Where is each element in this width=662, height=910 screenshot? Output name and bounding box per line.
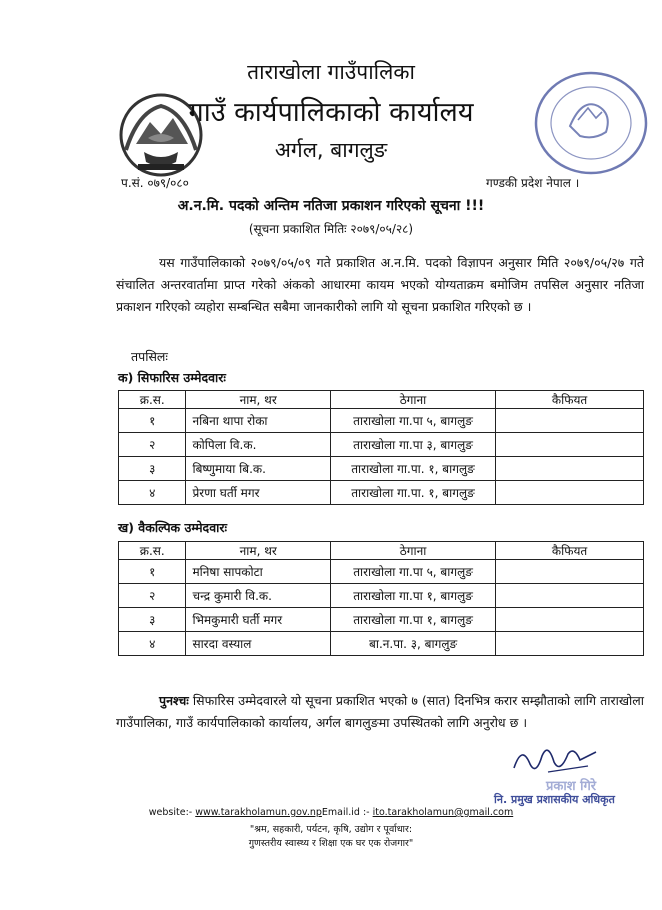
table-row <box>119 481 644 505</box>
row-remark <box>496 457 644 481</box>
office-address: अर्गल, बागलुङ <box>274 138 388 162</box>
row-remark <box>496 560 644 584</box>
header-remark: कैफियत <box>496 542 644 560</box>
row-address: ताराखोला गा.पा ३, बागलुङ <box>330 433 495 457</box>
row-remark <box>496 433 644 457</box>
office-name: गाउँ कार्यपालिकाको कार्यालय <box>188 97 474 128</box>
row-name: भिमकुमारी घर्ती मगर <box>186 608 331 632</box>
row-address: बा.न.पा. ३, बागलुङ <box>330 632 495 656</box>
slogan-line-2: गुणस्तरीय स्वास्थ्य र शिक्षा एक घर एक रोजगार" <box>248 838 414 849</box>
table-row <box>119 409 644 433</box>
email-label: Email.id :- <box>321 807 370 818</box>
table-row <box>119 632 644 656</box>
row-name: चन्द्र कुमारी वि.क. <box>186 584 331 608</box>
header-name: नाम, थर <box>186 542 331 560</box>
province-name: गण्डकी प्रदेश नेपाल । <box>486 176 580 190</box>
signatory-stamp: प्रकाश गिरे <box>546 779 597 794</box>
row-address: ताराखोला गा.पा. १, बागलुङ <box>330 457 495 481</box>
table-row <box>119 584 644 608</box>
header-sn: क्र.स. <box>119 542 186 560</box>
notice-body: यस गाउँपालिकाको २०७९/०५/०९ गते प्रकाशित अ.न.मि. पदको विज्ञापन अनुसार मिति २०७९/०५/२७ गते संचालित अन्तरवार्तामा प्राप्त गरेको अंकको आधारमा कायम भएको योग्यताक्रम बमोजिम तपसिल अनुसार नतिजा प्रकाशन गरिएको व्यहोरा सम्बन्धित सबैमा जानकारीको लागि यो सूचना प्रकाशित गरिएको छ । <box>116 255 644 314</box>
header-sn: क्र.स. <box>119 391 186 409</box>
email-link[interactable]: ito.tarakholamun@gmail.com <box>372 807 514 818</box>
row-sn: १ <box>119 560 186 584</box>
header-remark: कैफियत <box>496 391 644 409</box>
signature-icon <box>508 738 600 780</box>
row-name: नबिना थापा रोका <box>186 409 330 433</box>
details-label: तपसिलः <box>131 349 168 364</box>
postscript-text: सिफारिस उम्मेदवारले यो सूचना प्रकाशित भएको ७ (सात) दिनभित्र करार सम्झौताको लागि ताराखोला गाउँपालिका, गाउँ कार्यपालिकाको कार्यालय, अर्गल बागलुङमा उपस्थितको लागि अनुरोध छ । <box>116 693 644 730</box>
table-header-row <box>119 542 644 560</box>
row-remark <box>496 409 644 433</box>
row-remark <box>496 481 644 505</box>
row-remark <box>496 632 644 656</box>
table-header-row <box>119 391 644 409</box>
header-address: ठेगाना <box>330 391 495 409</box>
row-sn: ४ <box>119 481 186 505</box>
row-sn: १ <box>119 409 186 433</box>
row-address: ताराखोला गा.पा ५, बागलुङ <box>330 409 495 433</box>
row-name: सारदा वस्याल <box>186 632 331 656</box>
row-remark <box>496 584 644 608</box>
row-remark <box>496 608 644 632</box>
row-address: ताराखोला गा.पा १, बागलुङ <box>330 584 495 608</box>
row-sn: २ <box>119 433 186 457</box>
postscript-label: पुनश्चः <box>159 693 189 708</box>
row-address: ताराखोला गा.पा ५, बागलुङ <box>330 560 495 584</box>
signatory-title: नि. प्रमुख प्रशासकीय अधिकृत <box>494 793 615 806</box>
table-row <box>119 608 644 632</box>
row-name: मनिषा सापकोटा <box>186 560 331 584</box>
table-row <box>119 457 644 481</box>
row-sn: ४ <box>119 632 186 656</box>
row-sn: ३ <box>119 457 186 481</box>
contact-line <box>0 807 662 818</box>
notice-subject: अ.न.मि. पदको अन्तिम नतिजा प्रकाशन गरिएको सूचना !!! <box>177 198 485 214</box>
row-sn: ३ <box>119 608 186 632</box>
header-address: ठेगाना <box>330 542 495 560</box>
table-row <box>119 560 644 584</box>
row-address: ताराखोला गा.पा. १, बागलुङ <box>330 481 495 505</box>
alternate-candidates-table <box>118 541 644 656</box>
row-sn: २ <box>119 584 186 608</box>
row-address: ताराखोला गा.पा १, बागलुङ <box>330 608 495 632</box>
recommended-candidates-table <box>118 390 644 505</box>
alternate-candidates-title: ख) वैकल्पिक उम्मेदवारः <box>118 520 228 535</box>
website-link[interactable]: www.tarakholamun.gov.np <box>195 807 322 818</box>
slogan-line-1: "श्रम, सहकारी, पर्यटन, कृषि, उद्योग र पूर्वाधार: <box>249 824 413 835</box>
reference-number: प.सं. ०७९/०८० <box>121 176 189 190</box>
row-name: बिष्णुमाया बि.क. <box>186 457 330 481</box>
postscript <box>116 690 644 734</box>
notice-published-date: (सूचना प्रकाशित मितिः २०७९/०५/२८) <box>248 222 414 236</box>
row-name: प्रेरणा घर्ती मगर <box>186 481 330 505</box>
table-row <box>119 433 644 457</box>
row-name: कोपिला वि.क. <box>186 433 330 457</box>
header-name: नाम, थर <box>186 391 330 409</box>
municipality-name: ताराखोला गाउँपालिका <box>247 60 415 84</box>
recommended-candidates-title: क) सिफारिस उम्मेदवारः <box>118 370 226 385</box>
website-label: website:- <box>148 807 193 818</box>
